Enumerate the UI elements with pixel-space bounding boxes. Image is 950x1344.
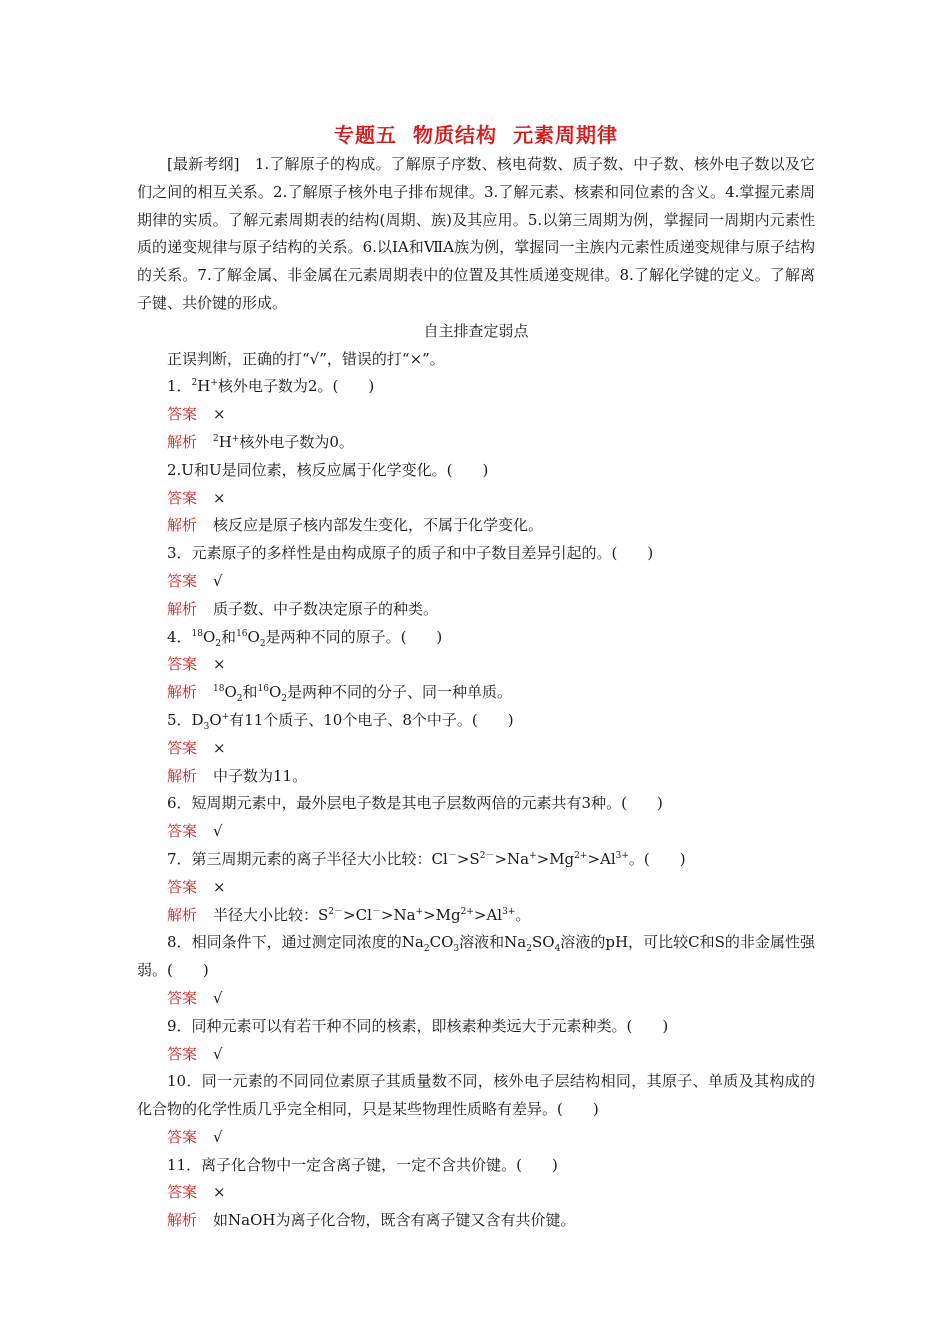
question-list: [137, 373, 815, 1235]
question: [137, 457, 815, 485]
question: [137, 1013, 815, 1041]
superscript: 2－: [328, 906, 344, 917]
section-heading: 自主排查定弱点: [423, 321, 529, 340]
instruction: 正误判断，正确的打“√”，错误的打“×”。: [167, 349, 445, 368]
superscript: +: [231, 433, 240, 444]
subscript: 2: [423, 944, 430, 955]
analysis-line-label: 解析: [167, 905, 198, 924]
answer-line-text: ×: [213, 405, 226, 424]
question: [137, 624, 815, 652]
answer-line: [137, 818, 815, 846]
superscript: －: [371, 906, 381, 917]
question: [137, 1152, 815, 1180]
answer-line-label: 答案: [167, 988, 198, 1007]
subscript: 2: [526, 944, 532, 955]
superscript: 3+: [502, 906, 516, 917]
answer-line-text: ×: [213, 488, 226, 507]
superscript: 2－: [479, 850, 495, 861]
exam-outline: [最新考纲] 1.了解原子的构成。了解原子序数、核电荷数、质子数、中子数、核外电子数以及它们之间的相互关系。2.了解原子核外电子排布规律。3.了解元素、核素和同位素的含义。4.掌握元素周期律的实质。了解元素周期表的结构(周期、族)及其应用。5.以第三周期为例，掌握同一周期内元素性质的递变规律与原子结构的关系。6.以ⅠA和ⅦA族为例，掌握同一主族内元素性质递变规律与原子结构的关系。7.了解金属、非金属在元素周期表中的位置及其性质递变规律。8.了解化学键的定义。了解离子键、共价键的形成。: [137, 155, 815, 312]
question: [137, 373, 815, 401]
analysis-line: [137, 512, 815, 540]
analysis-line-text: 质子数、中子数决定原子的种类。: [213, 599, 439, 618]
answer-line-text: ×: [213, 738, 226, 757]
document-body: [137, 120, 815, 1235]
subscript: 3: [203, 721, 210, 732]
analysis-line: [137, 902, 815, 930]
superscript: +: [221, 711, 230, 722]
answer-line: [137, 985, 815, 1013]
question-text: 10．同一元素的不同同位素原子其质量数不同，核外电子层结构相同，其原子、单质及其构成的化合物的化学性质几乎完全相同，只是某些物理性质略有差异。( ): [137, 1072, 815, 1119]
title-part: 元素周期律: [513, 123, 618, 147]
answer-line-label: 答案: [167, 877, 198, 896]
question: [137, 1068, 815, 1124]
question-text: 8．相同条件下，通过测定同浓度的$Na_2CO_3$溶液和$Na_2SO_4$溶液的pH，可比较C和S的非金属性强弱。( ): [137, 933, 815, 980]
question: [137, 790, 815, 818]
answer-line-label: 答案: [167, 488, 198, 507]
answer-line-text: √: [213, 571, 223, 590]
answer-line: [137, 651, 815, 679]
subscript: 2: [281, 694, 288, 705]
superscript: 2: [191, 378, 198, 389]
answer-line-label: 答案: [167, 571, 198, 590]
superscript: 3+: [615, 850, 629, 861]
question-text: 4．$^{18}O_2$和$^{16}O_2$是两种不同的原子。( ): [167, 627, 443, 649]
analysis-line-text: $^{18}O_2$和$^{16}O_2$是两种不同的分子、同一种单质。: [213, 683, 513, 705]
answer-line-label: 答案: [167, 738, 198, 757]
superscript: 18: [213, 684, 225, 695]
analysis-line: [137, 596, 815, 624]
analysis-line-label: 解析: [167, 1211, 198, 1230]
subscript: 3: [453, 944, 460, 955]
superscript: +: [415, 906, 424, 917]
subscript: 2: [259, 638, 266, 649]
analysis-line-label: 解析: [167, 516, 198, 535]
page-title: [137, 120, 815, 150]
superscript: +: [529, 850, 537, 861]
superscript: 2: [213, 433, 219, 444]
superscript: 16: [236, 628, 248, 639]
analysis-line-text: $^2$H+核外电子数为0。: [213, 432, 354, 451]
answer-line-text: √: [213, 1127, 223, 1146]
question-text: 2.U和U是同位素，核反应属于化学变化。( ): [167, 460, 489, 479]
answer-line: [137, 401, 815, 429]
superscript: 2+: [574, 850, 588, 861]
answer-line-label: 答案: [167, 822, 198, 841]
analysis-line-text: 中子数为11。: [213, 766, 308, 785]
answer-line-text: ×: [213, 1183, 226, 1202]
analysis-line: [137, 763, 815, 791]
analysis-line: [137, 429, 815, 457]
analysis-line-label: 解析: [167, 432, 198, 451]
subscript: 2: [215, 638, 222, 649]
answer-line-text: ×: [213, 655, 226, 674]
answer-line-text: √: [213, 988, 223, 1007]
question-text: 7．第三周期元素的离子半径大小比较：$Cl^->S^{2-}>Na^+>Mg^{2+}>Al^{3+}$。( ): [167, 849, 686, 868]
question-text: 6．短周期元素中，最外层电子数是其电子层数两倍的元素共有3种。( ): [167, 794, 663, 813]
analysis-line-label: 解析: [167, 683, 198, 702]
title-part: 专题五: [334, 123, 397, 147]
superscript: 16: [257, 684, 269, 695]
question: [137, 846, 815, 874]
question-text: 9．同种元素可以有若干种不同的核素，即核素种类远大于元素种类。( ): [167, 1016, 669, 1035]
analysis-line-label: 解析: [167, 599, 198, 618]
answer-line: [137, 568, 815, 596]
answer-line: [137, 1041, 815, 1069]
answer-line: [137, 1179, 815, 1207]
answer-line-label: 答案: [167, 655, 198, 674]
superscript: +: [210, 378, 218, 389]
analysis-line: [137, 679, 815, 707]
analysis-line-text: 半径大小比较：$S^{2-}>Cl^->Na^+>Mg^{2+}>Al^{3+}$。: [213, 905, 531, 924]
superscript: －: [447, 850, 457, 861]
subscript: 4: [554, 944, 561, 955]
question-text: 3．元素原子的多样性是由构成原子的质子和中子数目差异引起的。( ): [167, 544, 654, 563]
question-text: 5．$D_3O^+$有11个质子、10个电子、8个中子。( ): [167, 710, 514, 732]
analysis-line-text: 如NaOH为离子化合物，既含有离子键又含有共价键。: [213, 1211, 576, 1230]
answer-line: [137, 735, 815, 763]
superscript: 2+: [460, 906, 474, 917]
question: [137, 707, 815, 735]
answer-line-text: √: [213, 822, 223, 841]
superscript: 18: [191, 628, 203, 639]
analysis-line-label: 解析: [167, 766, 198, 785]
answer-line-text: ×: [213, 877, 226, 896]
question-text: 1．$^2$H+核外电子数为2。( ): [167, 377, 375, 396]
question-text: 11．离子化合物中一定含离子键，一定不含共价键。( ): [167, 1155, 558, 1174]
answer-line-label: 答案: [167, 1044, 198, 1063]
answer-line-label: 答案: [167, 1127, 198, 1146]
title-part: 物质结构: [413, 123, 497, 147]
analysis-line-text: 核反应是原子核内部发生变化，不属于化学变化。: [213, 516, 544, 535]
answer-line: [137, 874, 815, 902]
subscript: 2: [236, 694, 243, 705]
question: [137, 929, 815, 985]
analysis-line: [137, 1207, 815, 1235]
answer-line-label: 答案: [167, 405, 198, 424]
answer-line: [137, 485, 815, 513]
answer-line-label: 答案: [167, 1183, 198, 1202]
answer-line-text: √: [213, 1044, 223, 1063]
question: [137, 540, 815, 568]
answer-line: [137, 1124, 815, 1152]
